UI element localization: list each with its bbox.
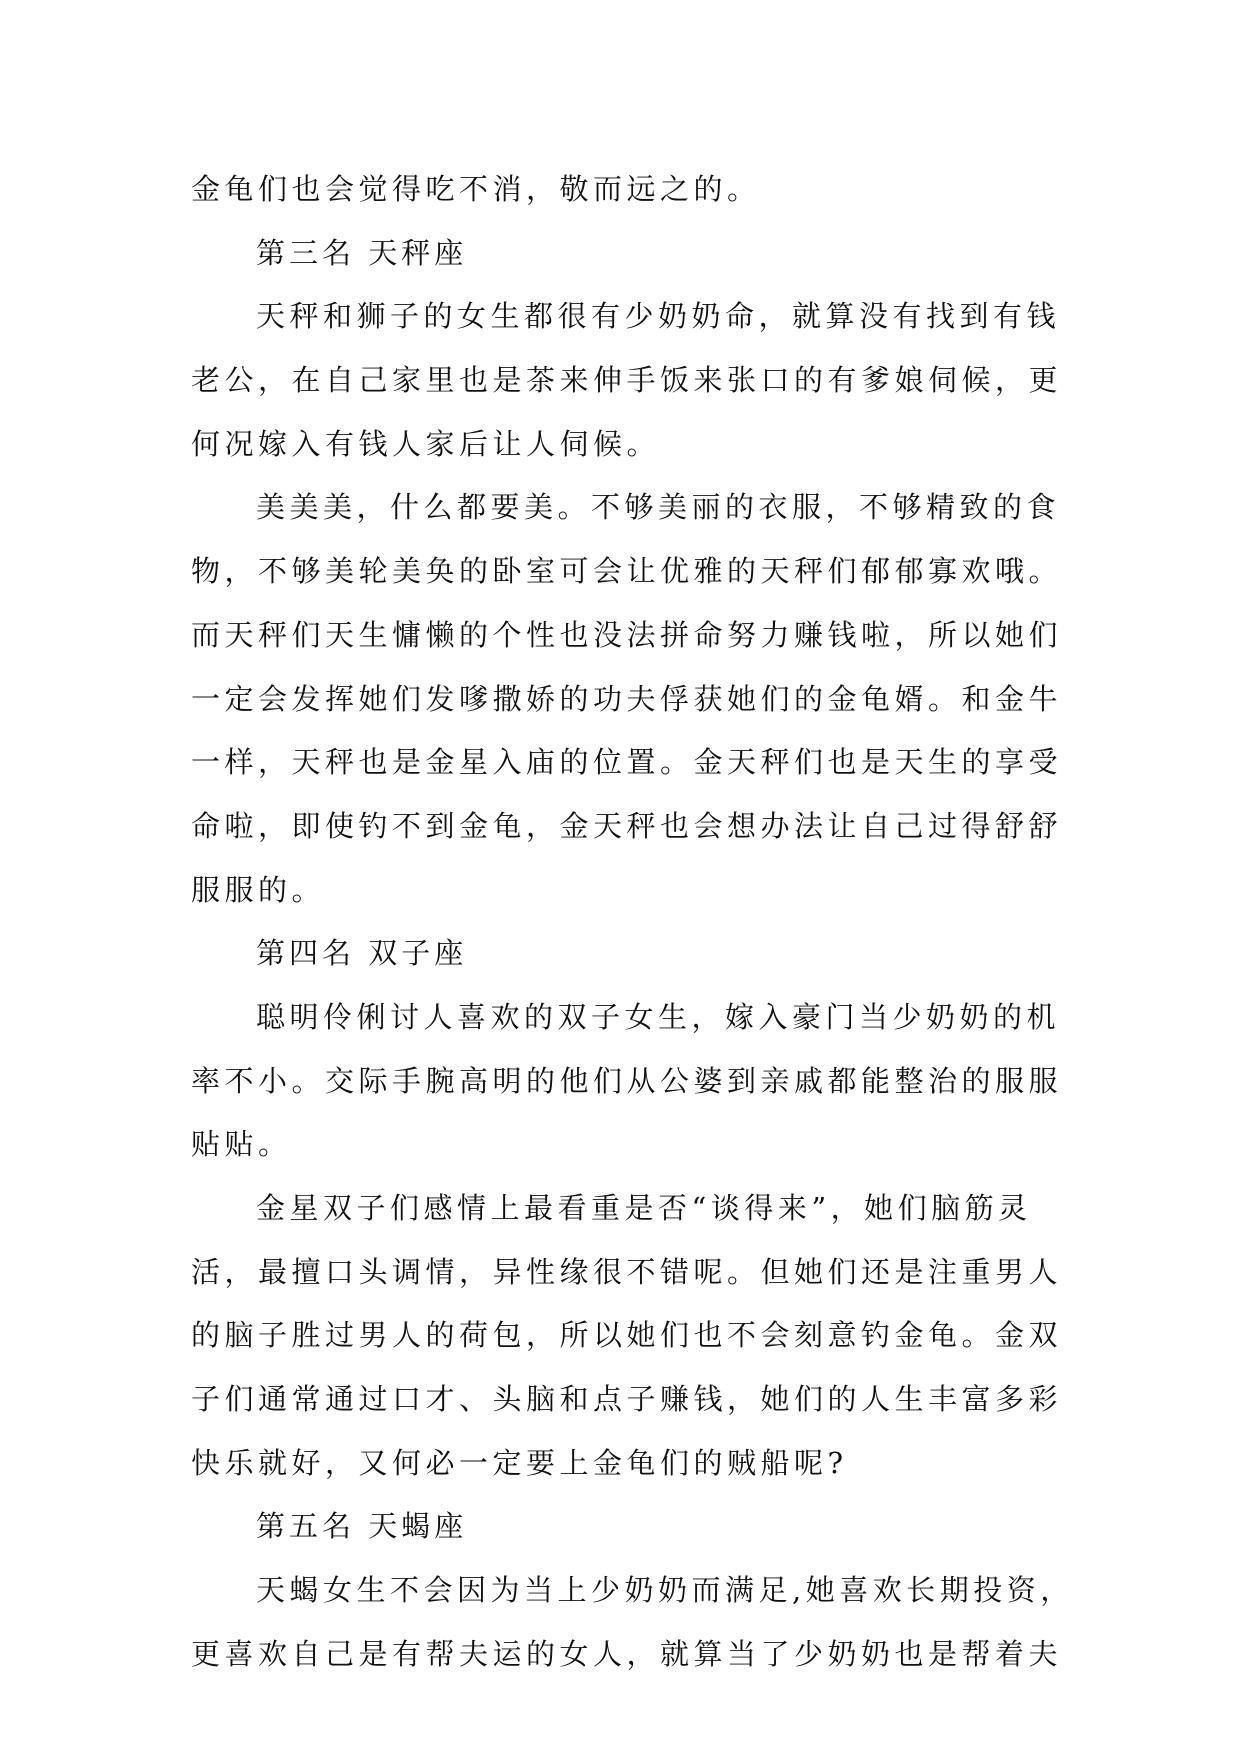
paragraph-line: 服服的。 xyxy=(191,872,326,907)
paragraph-line: 金星双子们感情上最看重是否“谈得来”，她们脑筋灵 xyxy=(256,1191,1032,1225)
paragraph-line: 命啦，即使钓不到金龟，金天秤也会想办法让自己过得舒舒 xyxy=(191,808,1063,843)
paragraph-line: 天秤和狮子的女生都很有少奶奶命，就算没有找到有钱 xyxy=(256,299,1061,334)
paragraph-line: 一定会发挥她们发嗲撒娇的功夫俘获她们的金龟婿。和金牛 xyxy=(191,681,1063,716)
paragraph-line: 老公，在自己家里也是茶来伸手饭来张口的有爹娘伺候，更 xyxy=(191,363,1063,398)
paragraph-line: 金龟们也会觉得吃不消，敬而远之的。 xyxy=(191,172,761,206)
paragraph-line: 子们通常通过口才、头脑和点子赚钱，她们的人生丰富多彩 xyxy=(191,1382,1063,1417)
paragraph-line: 物，不够美轮美奂的卧室可会让优雅的天秤们郁郁寡欢哦。 xyxy=(191,554,1063,589)
paragraph-line: 快乐就好，又何必一定要上金龟们的贼船呢? xyxy=(191,1445,848,1480)
paragraph-line: 何况嫁入有钱人家后让人伺候。 xyxy=(191,426,661,461)
paragraph-line: 聪明伶俐讨人喜欢的双子女生，嫁入豪门当少奶奶的机 xyxy=(256,999,1061,1034)
section-heading-gemini: 第四名 双子座 xyxy=(256,936,468,971)
paragraph-line: 更喜欢自己是有帮夫运的女人，就算当了少奶奶也是帮着夫 xyxy=(191,1636,1063,1671)
paragraph-line: 美美美，什么都要美。不够美丽的衣服，不够精致的食 xyxy=(256,490,1061,525)
paragraph-line: 一样，天秤也是金星入庙的位置。金天秤们也是天生的享受 xyxy=(191,745,1063,780)
paragraph-line: 而天秤们天生慵懒的个性也没法拼命努力赚钱啦，所以她们 xyxy=(191,617,1063,652)
paragraph-line: 的脑子胜过男人的荷包，所以她们也不会刻意钓金龟。金双 xyxy=(191,1318,1063,1353)
section-heading-libra: 第三名 天秤座 xyxy=(256,235,468,270)
paragraph-line: 活，最擅口头调情，异性缘很不错呢。但她们还是注重男人 xyxy=(191,1254,1063,1289)
section-heading-scorpio: 第五名 天蝎座 xyxy=(256,1509,468,1544)
paragraph-line: 率不小。交际手腕高明的他们从公婆到亲戚都能整治的服服 xyxy=(191,1063,1063,1098)
document-body xyxy=(191,158,1074,1687)
paragraph-line: 贴贴。 xyxy=(191,1127,292,1162)
paragraph-line: 天蝎女生不会因为当上少奶奶而满足,她喜欢长期投资， xyxy=(256,1573,1074,1608)
